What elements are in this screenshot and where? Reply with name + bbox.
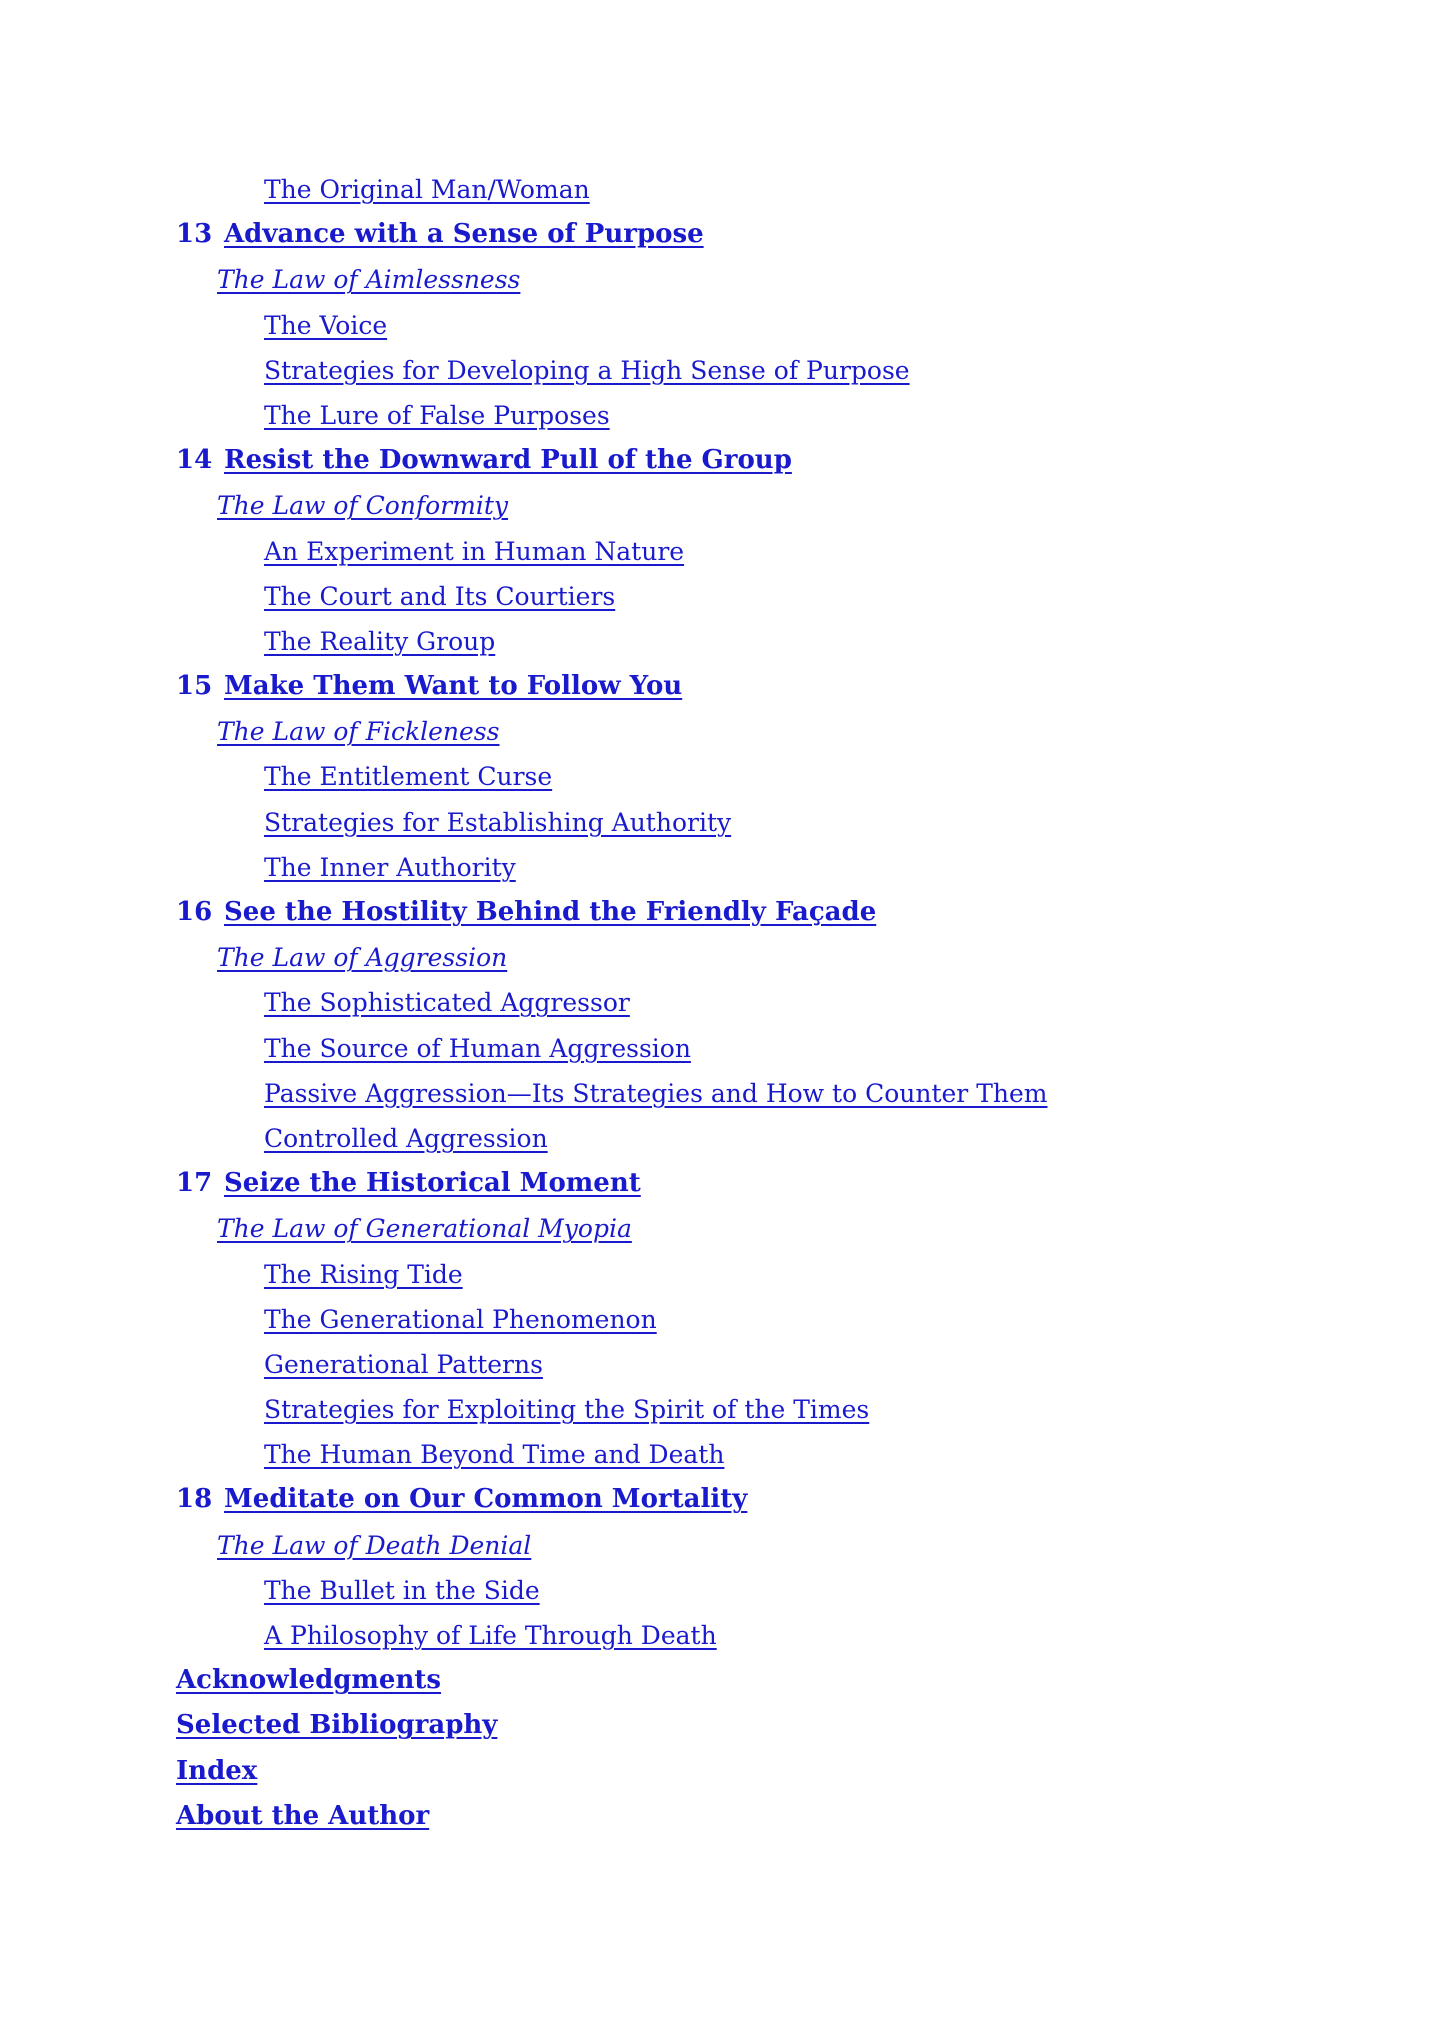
toc-back-link-acknowledgments[interactable]	[176, 1658, 1326, 1703]
toc-back-link-about-the-author[interactable]	[176, 1794, 1326, 1839]
chapter-number: 18	[176, 1484, 213, 1515]
chapter-number: 13	[176, 219, 213, 250]
toc-section-link-the-court-and-its-courtiers[interactable]	[264, 574, 1326, 619]
toc-entry-text: The Law of Conformity	[217, 491, 509, 521]
toc-section-link-the-voice[interactable]	[264, 303, 1326, 348]
toc-law-link-the-law-of-conformity[interactable]	[217, 483, 1326, 528]
toc-section-link-strategies-for-exploiting-the-spirit-of-the-times[interactable]	[264, 1387, 1326, 1432]
toc-entry-text: Strategies for Establishing Authority	[264, 807, 732, 837]
toc-section-link-a-philosophy-of-life-through-death[interactable]	[264, 1613, 1326, 1658]
toc-section-link-the-entitlement-curse[interactable]	[264, 754, 1326, 799]
toc-section-link-the-sophisticated-aggressor[interactable]	[264, 980, 1326, 1025]
toc-entry-text: See the Hostility Behind the Friendly Façade	[224, 897, 877, 927]
toc-section-link-the-bullet-in-the-side[interactable]	[264, 1568, 1326, 1613]
toc-section-link-the-lure-of-false-purposes[interactable]	[264, 393, 1326, 438]
table-of-contents	[176, 167, 1326, 1839]
toc-entry-text: The Lure of False Purposes	[264, 400, 610, 430]
toc-entry-text: Controlled Aggression	[264, 1123, 548, 1153]
toc-entry-text: The Original Man/Woman	[264, 175, 590, 204]
toc-entry-text: The Human Beyond Time and Death	[264, 1440, 725, 1470]
toc-section-link-strategies-for-establishing-authority[interactable]	[264, 800, 1326, 845]
toc-section-link-the-rising-tide[interactable]	[264, 1252, 1326, 1297]
toc-entry-text: Strategies for Exploiting the Spirit of the Times	[264, 1395, 870, 1425]
chapter-number: 15	[176, 671, 213, 702]
toc-law-link-the-law-of-generational-myopia[interactable]	[217, 1206, 1326, 1251]
toc-section-link-the-reality-group[interactable]	[264, 619, 1326, 664]
toc-entry-text: Seize the Historical Moment	[224, 1168, 641, 1199]
toc-entry-text: The Law of Fickleness	[217, 717, 500, 747]
toc-entry-text: The Law of Aggression	[217, 943, 508, 973]
toc-law-link-the-law-of-aggression[interactable]	[217, 935, 1326, 980]
toc-entry-text: The Law of Generational Myopia	[217, 1214, 632, 1244]
toc-chapter-link-seize-the-historical-moment[interactable]	[176, 1161, 1326, 1206]
toc-entry-text: Make Them Want to Follow You	[224, 671, 683, 702]
toc-entry-text: Generational Patterns	[264, 1349, 543, 1379]
toc-law-link-the-law-of-fickleness[interactable]	[217, 709, 1326, 754]
toc-entry-text: A Philosophy of Life Through Death	[264, 1621, 717, 1650]
toc-entry-text: Index	[176, 1755, 258, 1786]
toc-entry-text: The Source of Human Aggression	[264, 1033, 691, 1063]
toc-entry-text: The Sophisticated Aggressor	[264, 988, 630, 1018]
chapter-number: 17	[176, 1168, 213, 1199]
toc-entry-text: An Experiment in Human Nature	[264, 536, 685, 566]
toc-entry-text: The Bullet in the Side	[264, 1575, 540, 1605]
toc-chapter-link-make-them-want-to-follow-you[interactable]	[176, 664, 1326, 709]
toc-law-link-the-law-of-aimlessness[interactable]	[217, 257, 1326, 302]
toc-section-link-generational-patterns[interactable]	[264, 1342, 1326, 1387]
toc-section-link-the-original-man-woman[interactable]	[264, 167, 1326, 212]
toc-entry-text: The Inner Authority	[264, 852, 516, 882]
toc-section-link-passive-aggression-its-strategies-and-how-to-counter-them[interactable]	[264, 1071, 1326, 1116]
toc-section-link-the-source-of-human-aggression[interactable]	[264, 1026, 1326, 1071]
toc-entry-text: Selected Bibliography	[176, 1710, 498, 1741]
toc-entry-text: The Court and Its Courtiers	[264, 581, 616, 611]
toc-entry-text: Advance with a Sense of Purpose	[224, 219, 704, 250]
chapter-number: 14	[176, 445, 213, 476]
toc-chapter-link-see-the-hostility-behind-the-friendly-facade[interactable]	[176, 890, 1326, 935]
toc-entry-text: The Rising Tide	[264, 1259, 463, 1289]
toc-entry-text: About the Author	[176, 1800, 430, 1831]
toc-entry-text: Resist the Downward Pull of the Group	[224, 445, 792, 476]
toc-entry-text: The Generational Phenomenon	[264, 1304, 657, 1334]
toc-entry-text: Acknowledgments	[176, 1665, 442, 1696]
toc-entry-text: The Voice	[264, 310, 388, 340]
toc-entry-text: Strategies for Developing a High Sense of Purpose	[264, 355, 910, 385]
toc-chapter-link-resist-the-downward-pull-of-the-group[interactable]	[176, 438, 1326, 483]
toc-section-link-the-inner-authority[interactable]	[264, 845, 1326, 890]
toc-entry-text: The Law of Aimlessness	[217, 265, 521, 295]
toc-entry-text: Meditate on Our Common Mortality	[224, 1484, 748, 1515]
toc-back-link-selected-bibliography[interactable]	[176, 1703, 1326, 1748]
toc-chapter-link-meditate-on-our-common-mortality[interactable]	[176, 1477, 1326, 1522]
toc-chapter-link-advance-with-a-sense-of-purpose[interactable]	[176, 212, 1326, 257]
toc-entry-text: The Law of Death Denial	[217, 1530, 532, 1560]
toc-section-link-strategies-for-developing-a-high-sense-of-purpose[interactable]	[264, 348, 1326, 393]
toc-entry-text: The Reality Group	[264, 626, 496, 656]
toc-section-link-the-human-beyond-time-and-death[interactable]	[264, 1432, 1326, 1477]
toc-section-link-the-generational-phenomenon[interactable]	[264, 1297, 1326, 1342]
toc-section-link-an-experiment-in-human-nature[interactable]	[264, 529, 1326, 574]
toc-entry-text: The Entitlement Curse	[264, 762, 553, 792]
toc-section-link-controlled-aggression[interactable]	[264, 1116, 1326, 1161]
toc-back-link-index[interactable]	[176, 1749, 1326, 1794]
toc-entry-text: Passive Aggression—Its Strategies and How to Counter Them	[264, 1078, 1048, 1108]
chapter-number: 16	[176, 897, 213, 927]
toc-law-link-the-law-of-death-denial[interactable]	[217, 1523, 1326, 1568]
